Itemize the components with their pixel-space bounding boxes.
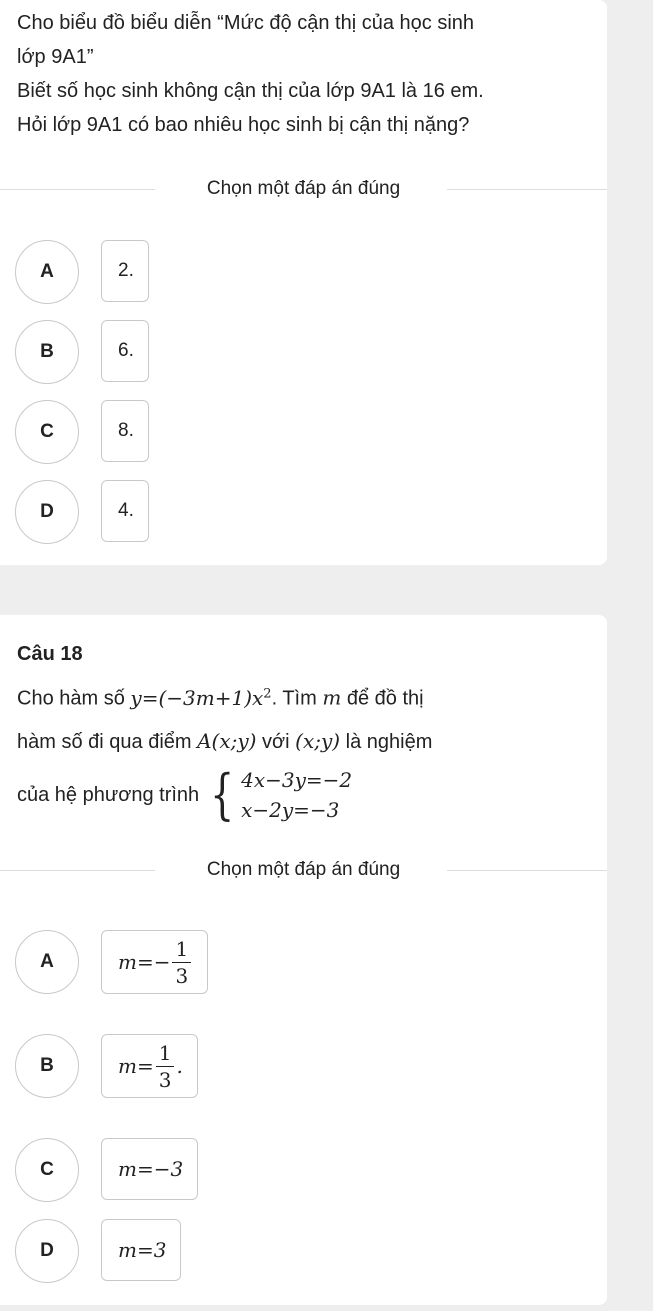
- equation: 4x−3y=−2: [241, 767, 353, 792]
- option-answer-box[interactable]: 2.: [101, 240, 149, 302]
- question-18-text: [17, 677, 595, 825]
- question-text-line: lớp 9A1”: [17, 46, 94, 68]
- question-18-card: [0, 615, 607, 1305]
- equation: x−2y=−3: [241, 797, 340, 822]
- denominator: 3: [158, 1067, 172, 1092]
- equation-system: [205, 762, 353, 826]
- option-letter[interactable]: A: [15, 240, 79, 304]
- brace-icon: {: [209, 762, 234, 826]
- option-answer-box[interactable]: 4.: [101, 480, 149, 542]
- fraction: [172, 936, 191, 989]
- formula-text: m=: [118, 1054, 154, 1078]
- formula-exponent: 2: [263, 686, 272, 701]
- denominator: 3: [175, 963, 189, 988]
- choose-answer-separator: [0, 174, 607, 204]
- option-letter[interactable]: C: [15, 1138, 79, 1202]
- text-fragment: . Tìm: [271, 687, 317, 710]
- option-answer-box[interactable]: 8.: [101, 400, 149, 462]
- option-letter[interactable]: D: [15, 1219, 79, 1283]
- text-fragment: của hệ phương trình: [17, 783, 200, 806]
- numerator: 1: [172, 936, 191, 963]
- question-text-line: [17, 677, 595, 716]
- text-fragment: để đồ thị: [346, 687, 424, 710]
- question-text-line: Cho biểu đồ biểu diễn “Mức độ cận thị của học sinh: [17, 12, 475, 34]
- option-letter[interactable]: B: [15, 320, 79, 384]
- question-text-line: [17, 762, 595, 826]
- function-formula: [130, 686, 271, 710]
- formula-text: y=(−3m+1)x: [130, 685, 264, 710]
- option-letter[interactable]: A: [15, 930, 79, 994]
- choose-answer-label: Chọn một đáp án đúng: [206, 859, 401, 880]
- formula-suffix: .: [176, 1054, 183, 1078]
- text-fragment: hàm số đi qua điểm: [17, 730, 192, 753]
- question-text-line: [17, 724, 595, 759]
- choose-answer-separator: [0, 855, 607, 885]
- question-text-line: Biết số học sinh không cận thị của lớp 9A1 là 16 em.: [17, 80, 484, 102]
- option-answer-box[interactable]: 6.: [101, 320, 149, 382]
- numerator: 1: [156, 1040, 175, 1067]
- divider: [447, 189, 607, 190]
- option-letter[interactable]: D: [15, 480, 79, 544]
- option-answer-box[interactable]: [101, 930, 208, 994]
- pair-formula: (x;y): [295, 728, 341, 753]
- variable-m: m: [322, 685, 342, 710]
- fraction: [156, 1040, 175, 1093]
- divider: [447, 870, 607, 871]
- question-text-line: Hỏi lớp 9A1 có bao nhiêu học sinh bị cận thị nặng?: [17, 114, 470, 136]
- question-17-text: [17, 6, 595, 142]
- option-letter[interactable]: B: [15, 1034, 79, 1098]
- option-answer-box[interactable]: m=3: [101, 1219, 181, 1281]
- text-fragment: là nghiệm: [345, 730, 433, 753]
- formula-text: m=−: [118, 950, 171, 974]
- choose-answer-label: Chọn một đáp án đúng: [206, 178, 401, 199]
- point-formula: A(x;y): [197, 728, 257, 753]
- question-title: Câu 18: [17, 643, 83, 665]
- text-fragment: với: [262, 730, 290, 753]
- option-letter[interactable]: C: [15, 400, 79, 464]
- text-fragment: Cho hàm số: [17, 687, 125, 710]
- question-17-card: [0, 0, 607, 565]
- option-answer-box[interactable]: [101, 1034, 198, 1098]
- option-answer-box[interactable]: m=−3: [101, 1138, 198, 1200]
